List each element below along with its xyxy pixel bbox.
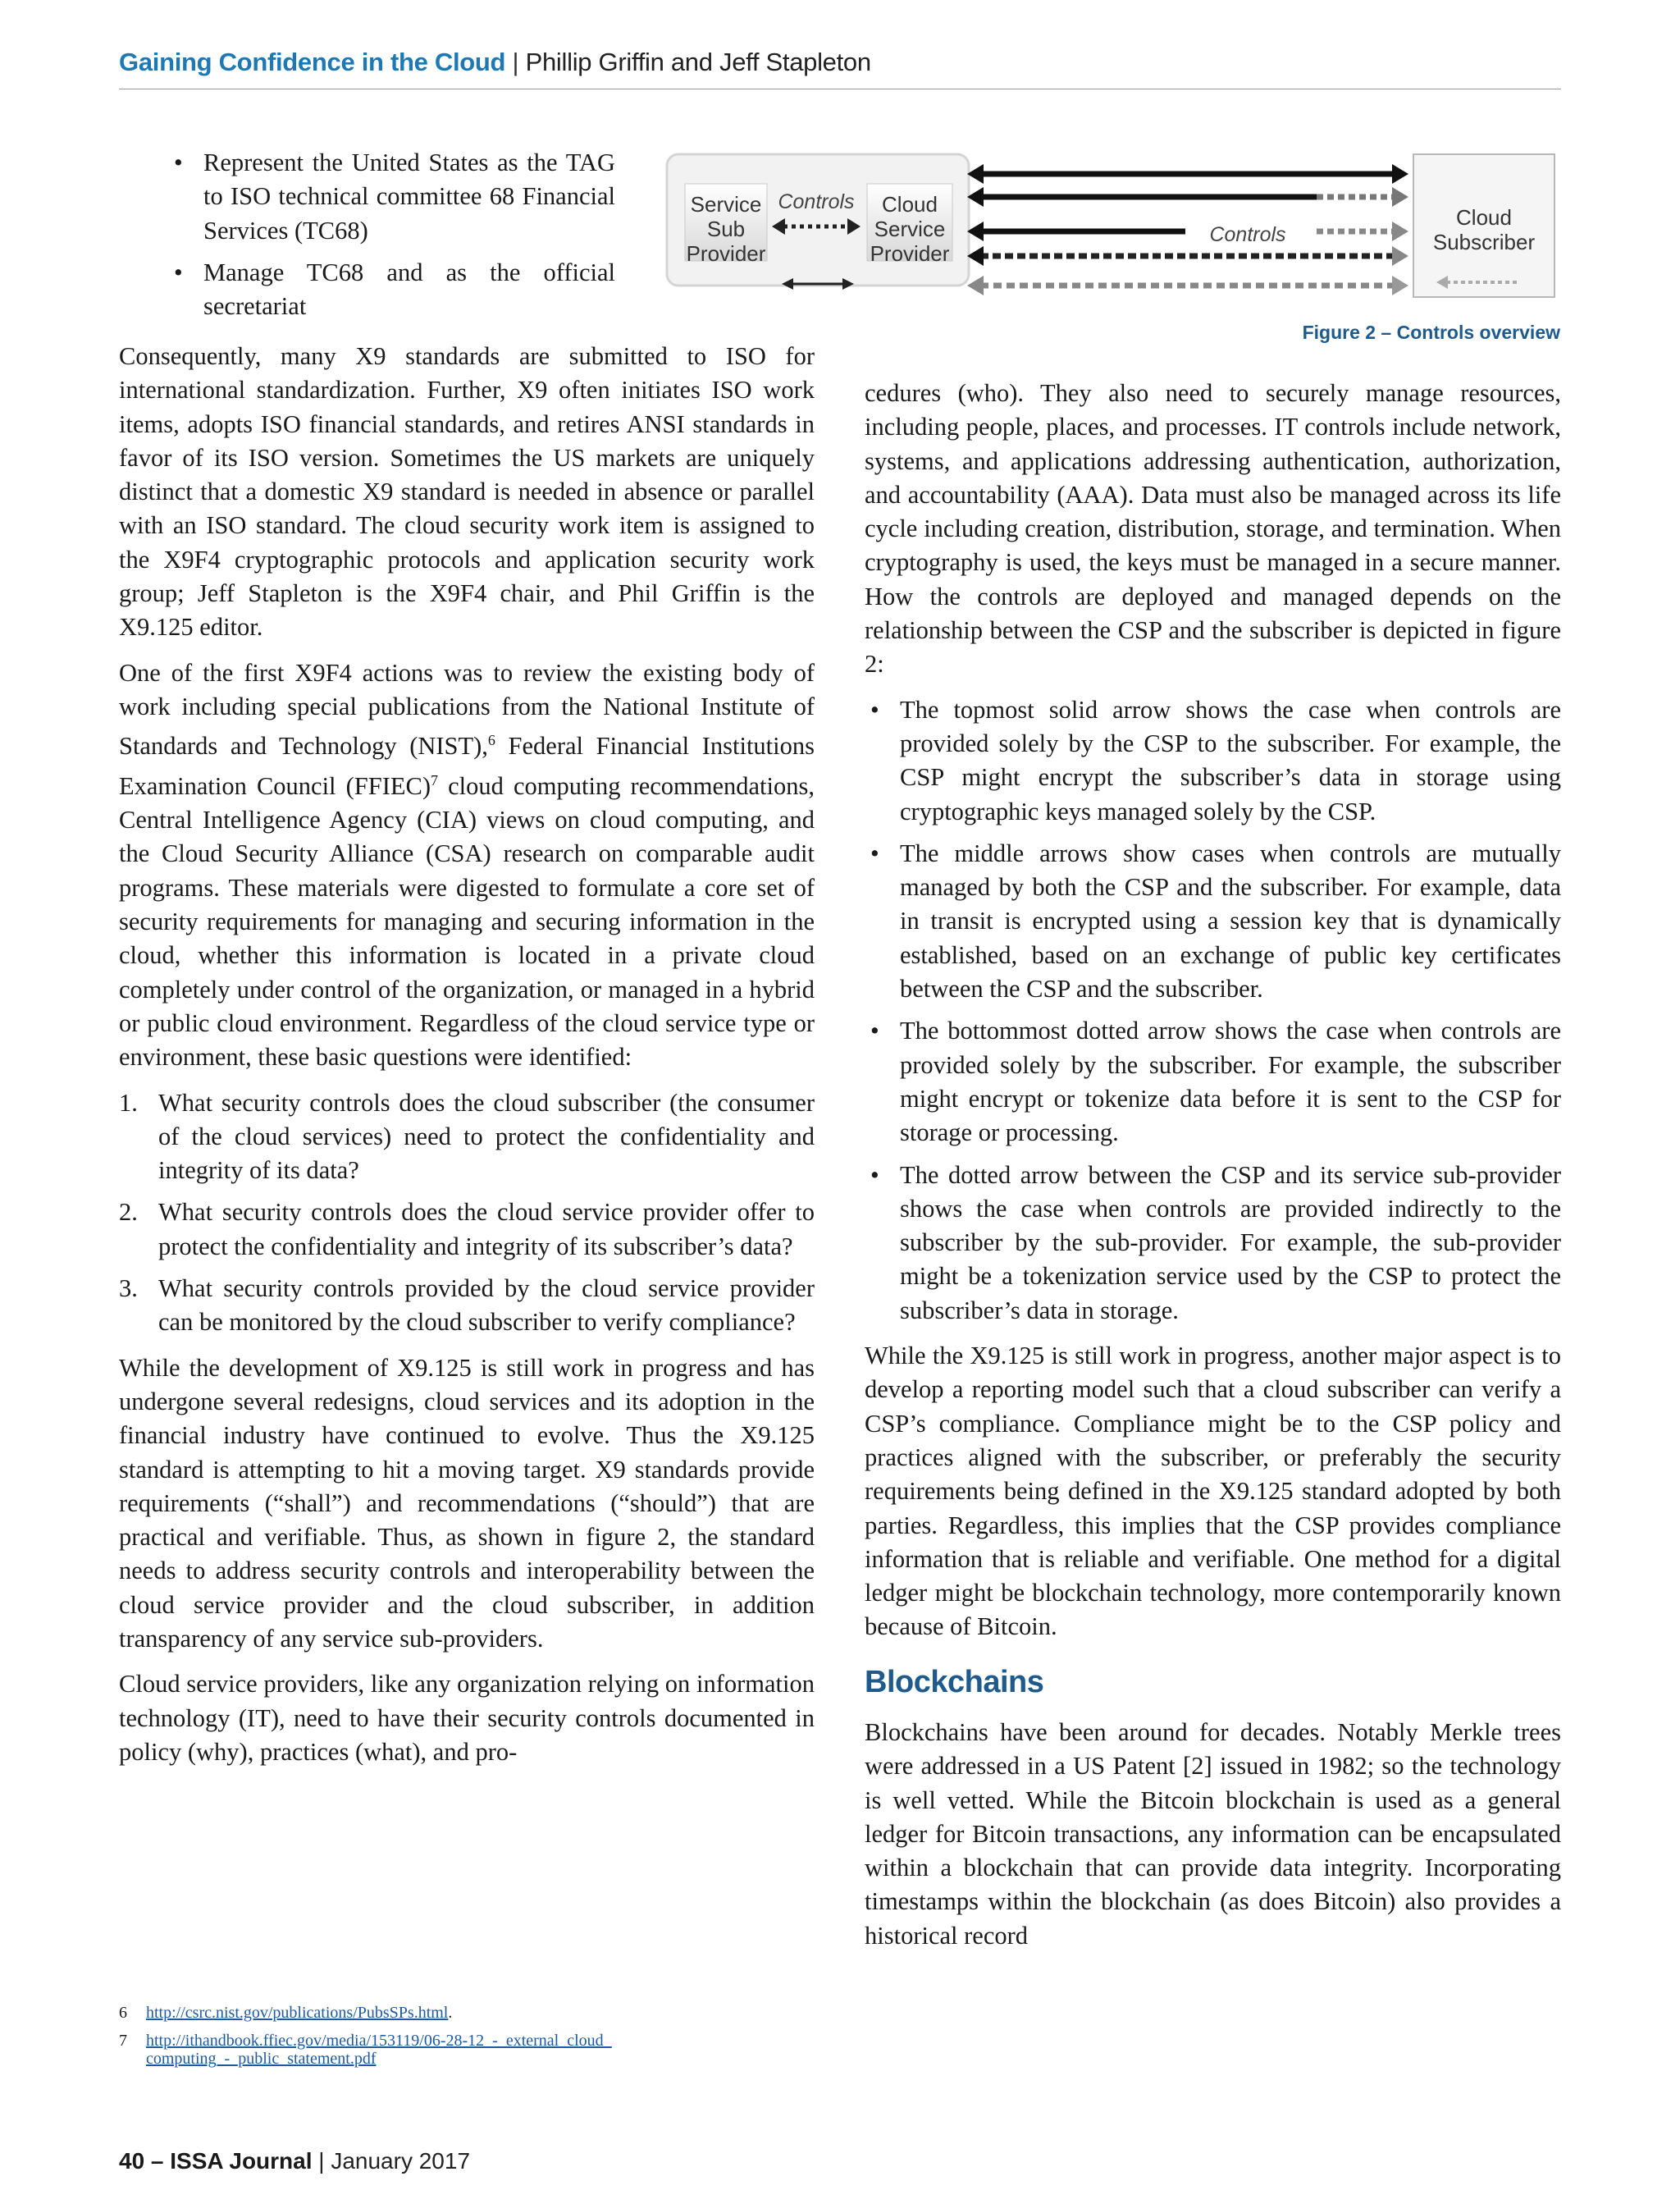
subscriber-label-2: Subscriber <box>1432 230 1536 254</box>
subscriber-label-1: Cloud <box>1456 205 1512 230</box>
article-authors: Phillip Griffin and Jeff Stapleton <box>525 48 871 76</box>
paragraph: While the X9.125 is still work in progress, another major aspect is to develop a reporting model such that a cloud subscriber can verify a CSP’s compliance. Compliance might be to the CSP policy and practices aligned with the subscriber, or preferably the security requirements being defined in the X9.125 standard adopted by both parties. Regardless, this implies that the CSP provides compliance information that is reliable and verifiable. One method for a digital ledger might be blockchain technology, more contemporarily known because of Bitcoin. <box>865 1342 1561 1641</box>
controls-diagram <box>660 146 1561 318</box>
footnote-link[interactable]: http://csrc.nist.gov/publications/PubsSPs.html <box>146 2004 449 2022</box>
footnote-6: 6 http://csrc.nist.gov/publications/PubsSPs.html. <box>119 2004 453 2022</box>
csp-label-3: Provider <box>870 241 950 266</box>
sub-provider-label-1: Service <box>690 192 762 217</box>
left-column <box>119 340 815 1781</box>
footnote-link[interactable]: http://ithandbook.ffiec.gov/media/153119/06-28-12_-_external_cloud_ <box>146 2032 612 2050</box>
list-item: • Manage TC68 and as the official secretariat <box>174 258 615 321</box>
controls-figure <box>660 146 1561 318</box>
sub-provider-label-2: Sub <box>706 217 746 241</box>
controls-label-left: Controls <box>778 190 855 213</box>
list-item: • The middle arrows show cases when controls are mutually managed by both the CSP and the subscriber. For example, data in transit is encrypted using a session key that is dynamically established, based on an exchange of public key certificates between the CSP and the subscriber. <box>870 839 1561 1004</box>
running-header <box>119 48 871 77</box>
list-item: • The topmost solid arrow shows the case when controls are provided solely by the CSP to the subscriber. For example, the CSP might encrypt the subscriber’s data in storage using cryptographic keys managed solely by the CSP. <box>870 695 1561 825</box>
article-title: Gaining Confidence in the Cloud <box>119 48 506 76</box>
paragraph: Consequently, many X9 standards are submitted to ISO for international standardization. Further, X9 often initiates ISO work items, adopts ISO financial standards, and retires ANSI standards in favor of its ISO version. Sometimes the US markets are uniquely distinct that a domestic X9 standard is needed in absence or parallel with an ISO standard. The cloud security work item is assigned to the X9F4 cryptographic protocols and application security work group; Jeff Stapleton is the X9F4 chair, and Phil Griffin is the X9.125 editor. <box>119 342 815 642</box>
csp-label-2: Service <box>874 217 946 241</box>
right-column <box>865 377 1561 1964</box>
page-footer <box>119 2148 470 2174</box>
paragraph: cedures (who). They also need to securely manage resources, including people, places, and processes. IT controls include network, systems, and applications addressing authentication, authorization, and accountability (AAA). Data must also be managed across its life cycle including creation, distribution, storage, and termination. When cryptography is used, the keys must be managed in a secure manner. How the controls are deployed and managed depends on the relationship between the CSP and the subscriber is depicted in figure 2: <box>865 379 1561 679</box>
paragraph: Cloud service providers, like any organization relying on information technology (IT), need to have their security controls documented in policy (why), practices (what), and pro- <box>119 1670 815 1766</box>
list-item: • The dotted arrow between the CSP and its service sub-provider shows the case when controls are provided indirectly to the subscriber by the sub-provider. For example, the sub-provider might be a tokenization service used by the CSP to protect the subscriber’s data in storage. <box>870 1160 1561 1324</box>
paragraph: While the development of X9.125 is still work in progress and has undergone several redesigns, cloud services and its adoption in the financial industry have continued to evolve. Thus the X9.125 standard is attempting to hit a moving target. X9 standards provide requirements (“shall”) and recommendations (“should”) that are practical and verifiable. Thus, as shown in figure 2, the standard needs to address security controls and interoperability between the cloud service provider and the cloud subscriber, in addition transparency of any service sub-providers. <box>119 1353 815 1653</box>
paragraph: One of the first X9F4 actions was to review the existing body of work including special publications from the National Institute of Standards and Technology (NIST),$^6$ Federal Financial Institutions Examination Council (FFIEC)$^7$ cloud computing recommendations, Central Intelligence Agency (CIA) views on cloud computing, and the Cloud Security Alliance (CSA) research on comparable audit programs. These materials were digested to formulate a core set of security requirements for managing and securing information in the cloud, whether this information is located in a private cloud completely under control of the organization, or managed in a hybrid or public cloud environment. Regardless of the cloud service type or environment, these basic questions were identified: <box>119 658 815 1072</box>
sub-provider-label-3: Provider <box>686 241 766 266</box>
figure-caption: Figure 2 – Controls overview <box>1302 322 1560 343</box>
controls-label-right: Controls <box>1209 223 1286 246</box>
top-bullets-block <box>168 146 615 331</box>
footer-separator: | <box>318 2148 325 2174</box>
list-item: 1. What security controls does the cloud subscriber (the consumer of the cloud services) need to protect the confidentiality and integrity of its data? <box>119 1088 815 1185</box>
footnote-7: 7 http://ithandbook.ffiec.gov/media/153119/06-28-12_-_external_cloud_ computing_-_public_statement.pdf <box>119 2032 612 2068</box>
list-item: • Represent the United States as the TAG to ISO technical committee 68 Financial Services (TC68) <box>174 149 615 245</box>
list-item: 2. What security controls does the cloud service provider offer to protect the confidentiality and integrity of its subscriber’s data? <box>119 1198 815 1260</box>
page-number: 40 – ISSA Journal <box>119 2148 313 2174</box>
issue-date: January 2017 <box>331 2148 471 2174</box>
csp-label-1: Cloud <box>882 192 938 217</box>
list-item: • The bottommost dotted arrow shows the case when controls are provided solely by the subscriber. For example, the subscriber might encrypt or tokenize data before it is sent to the CSP for storage or processing. <box>870 1017 1561 1147</box>
footnote-link-cont[interactable]: computing_-_public_statement.pdf <box>146 2050 377 2068</box>
list-item: 3. What security controls provided by the cloud service provider can be monitored by the cloud subscriber to verify compliance? <box>119 1274 815 1337</box>
header-separator: | <box>512 48 519 76</box>
section-heading: Blockchains <box>865 1664 1044 1699</box>
paragraph: Blockchains have been around for decades. Notably Merkle trees were addressed in a US Patent [2] issued in 1982; so the technology is well vetted. While the Bitcoin blockchain is used as a general ledger for Bitcoin transactions, any information can be encapsulated within a blockchain that can provide data integrity. Incorporating timestamps within the blockchain (as does Bitcoin) also provides a historical record <box>865 1717 1561 1950</box>
